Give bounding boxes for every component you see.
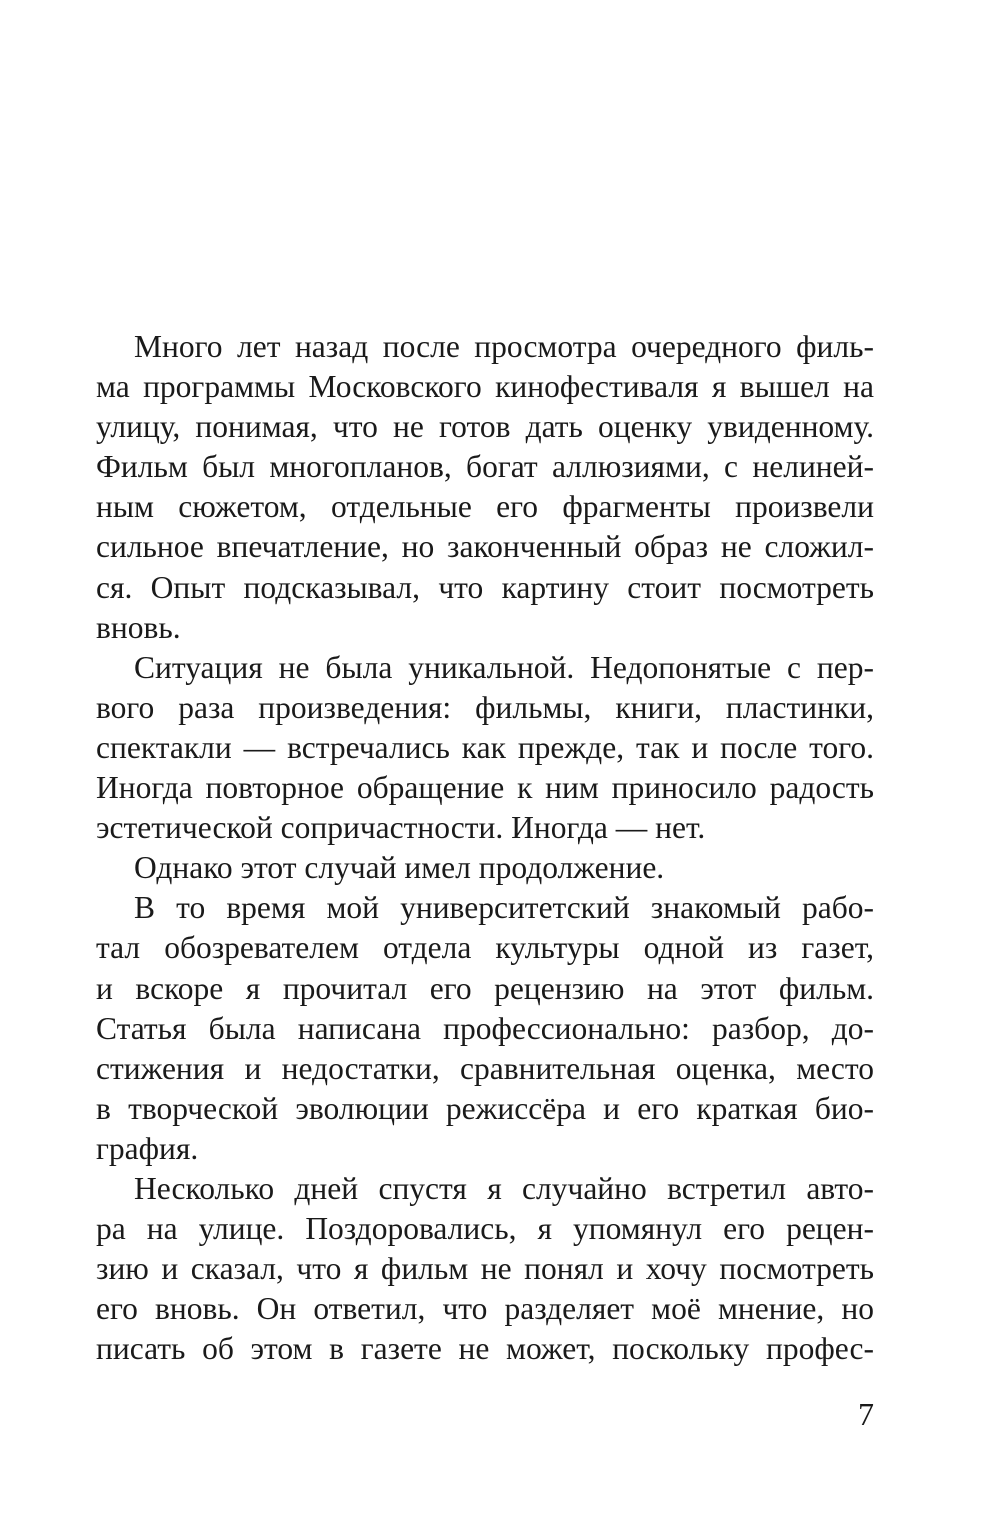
text-line: стижения и недостатки, сравнительная оценка, место [96,1050,874,1086]
text-line: тал обозревателем отдела культуры одной из газет, [96,930,874,966]
text-line: спектакли — встречались как прежде, так и после того. [96,729,874,765]
text-line: Иногда повторное обращение к ним приносило радость [96,770,874,806]
text-line: Ситуация не была уникальной. Недопонятые с пер- [134,649,874,685]
text-line: Фильм был многопланов, богат аллюзиями, с нелиней- [96,449,874,485]
text-line: в творческой эволюции режиссёра и его краткая био- [96,1090,874,1126]
text-line: вновь. [96,609,181,645]
text-line: Много лет назад после просмотра очередного филь- [134,329,874,364]
text-line: зию и сказал, что я фильм не понял и хочу посмотреть [96,1251,874,1287]
body-text [96,327,874,1369]
text-line: ся. Опыт подсказывал, что картину стоит посмотреть [96,569,874,605]
text-line: писать об этом в газете не может, поскольку профес- [96,1331,874,1367]
text-line: Несколько дней спустя я случайно встретил авто- [134,1170,874,1206]
text-line: Однако этот случай имел продолжение. [134,850,665,886]
text-line: графия. [96,1130,199,1166]
text-line: его вновь. Он ответил, что разделяет моё мнение, но [96,1291,874,1327]
text-line: ным сюжетом, отдельные его фрагменты произвели [96,489,874,525]
text-line: и вскоре я прочитал его рецензию на этот фильм. [96,970,874,1006]
text-line: сильное впечатление, но законченный образ не сложил- [96,529,874,565]
text-line: Статья была написана профессионально: разбор, до- [96,1010,874,1046]
text-line: ма программы Московского кинофестиваля я вышел на [96,369,874,405]
text-line: В то время мой университетский знакомый рабо- [134,890,874,926]
page-number: 7 [858,1396,874,1432]
text-line: вого раза произведения: фильмы, книги, пластинки, [96,689,874,725]
text-line: эстетической сопричастности. Иногда — нет. [96,810,706,846]
text-line: улицу, понимая, что не готов дать оценку увиденному. [96,409,874,445]
text-line: ра на улице. Поздоровались, я упомянул его рецен- [96,1211,874,1247]
